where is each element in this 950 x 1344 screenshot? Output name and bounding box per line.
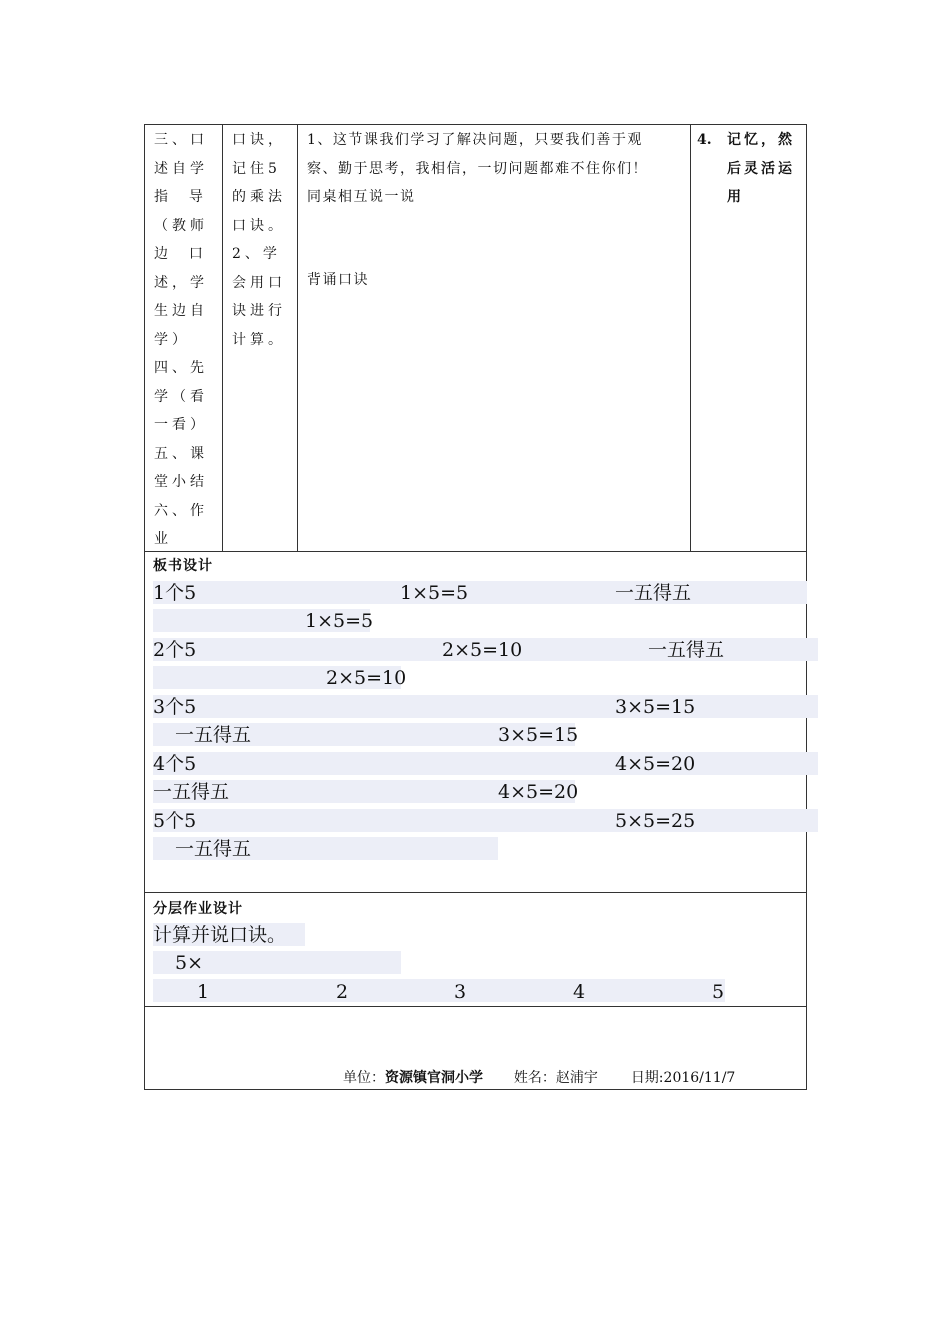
intent-column <box>697 126 805 212</box>
board-text: 5个5 <box>153 810 197 832</box>
homework-number: 4 <box>573 981 586 1003</box>
footer <box>343 1067 735 1087</box>
highlight-bar <box>153 695 818 718</box>
goal-column <box>232 126 294 354</box>
recite-instruction: 背诵口诀 <box>307 271 369 288</box>
row-divider <box>145 892 806 893</box>
goal-line: 口诀。 <box>232 217 286 234</box>
homework-expression: 5× <box>175 952 204 974</box>
board-text: 一五得五 <box>615 582 692 604</box>
highlight-bar <box>153 752 818 775</box>
goal-line: 会用口 <box>232 274 286 291</box>
board-text: 4×5=20 <box>615 753 696 775</box>
board-text: 1×5=5 <box>400 582 469 604</box>
highlight-bar <box>153 581 807 604</box>
process-column <box>154 126 216 554</box>
board-text: 一五得五 <box>175 838 252 860</box>
column-divider <box>222 125 223 551</box>
board-text: 2×5=10 <box>326 667 407 689</box>
process-line: （教师 <box>154 217 208 234</box>
process-line: 学（看 <box>154 388 208 405</box>
board-text: 1个5 <box>153 582 197 604</box>
goal-line: 计算。 <box>232 331 286 348</box>
process-line: 业 <box>154 531 172 547</box>
goal-line: 记住5 <box>232 160 281 177</box>
row-divider <box>145 1006 806 1007</box>
goal-line: 2、学 <box>232 246 281 262</box>
lesson-plan-table <box>144 124 807 1090</box>
goal-line: 诀进行 <box>232 303 286 319</box>
board-text: 4个5 <box>153 753 197 775</box>
intent-line: 后灵活运 <box>727 160 795 177</box>
name-value: 赵浦宇 <box>555 1070 598 1086</box>
process-line: 五、课 <box>154 445 208 462</box>
row-divider <box>145 551 806 552</box>
process-line: 堂小结 <box>154 474 208 490</box>
intent-line: 记忆，然 <box>727 132 795 148</box>
activity-column <box>307 126 687 294</box>
intent-line: 用 <box>727 189 744 205</box>
board-text: 2×5=10 <box>442 639 523 661</box>
process-line: 指 导 <box>154 189 207 205</box>
board-design-title: 板书设计 <box>153 558 213 574</box>
board-text: 一五得五 <box>648 639 725 661</box>
process-line: 一看） <box>154 417 208 433</box>
activity-line: 察、勤于思考，我相信，一切问题都难不住你们！ <box>307 160 648 177</box>
unit-label: 单位： <box>343 1070 385 1086</box>
highlight-bar <box>153 809 818 832</box>
name-label: 姓名： <box>513 1070 556 1086</box>
unit-value: 资源镇官洞小学 <box>385 1070 483 1086</box>
highlight-bar <box>153 979 725 1002</box>
board-text: 一五得五 <box>175 724 252 746</box>
goal-line: 的乘法 <box>232 189 286 205</box>
board-text: 1×5=5 <box>305 610 374 632</box>
date-value: 2016/11/7 <box>663 1070 736 1086</box>
homework-number: 3 <box>454 981 467 1003</box>
process-line: 生边自 <box>154 303 208 319</box>
column-divider <box>297 125 298 551</box>
board-text: 5×5=25 <box>615 810 696 832</box>
process-line: 三、口 <box>154 132 208 148</box>
homework-number: 5 <box>712 981 725 1003</box>
board-text: 4×5=20 <box>498 781 579 803</box>
process-line: 述，学 <box>154 274 208 291</box>
date-label: 日期: <box>630 1070 664 1086</box>
activity-line: 同桌相互说一说 <box>307 189 416 205</box>
intent-number: 4. <box>697 132 712 148</box>
goal-line: 口诀， <box>232 132 286 148</box>
process-line: 边 口 <box>154 246 207 262</box>
board-text: 3个5 <box>153 696 197 718</box>
board-text: 3×5=15 <box>615 696 696 718</box>
board-text: 一五得五 <box>153 781 230 803</box>
process-line: 学） <box>154 331 190 348</box>
homework-number: 1 <box>197 981 210 1003</box>
process-line: 六、作 <box>154 502 208 519</box>
homework-number: 2 <box>336 981 349 1003</box>
process-line: 述自学 <box>154 160 208 177</box>
process-line: 四、先 <box>154 360 208 376</box>
column-divider <box>690 125 691 551</box>
homework-instruction: 计算并说口诀。 <box>153 924 287 946</box>
board-text: 2个5 <box>153 639 197 661</box>
board-text: 3×5=15 <box>498 724 579 746</box>
activity-line: 1、这节课我们学习了解决问题，只要我们善于观 <box>307 132 643 148</box>
homework-design-title: 分层作业设计 <box>153 901 243 917</box>
